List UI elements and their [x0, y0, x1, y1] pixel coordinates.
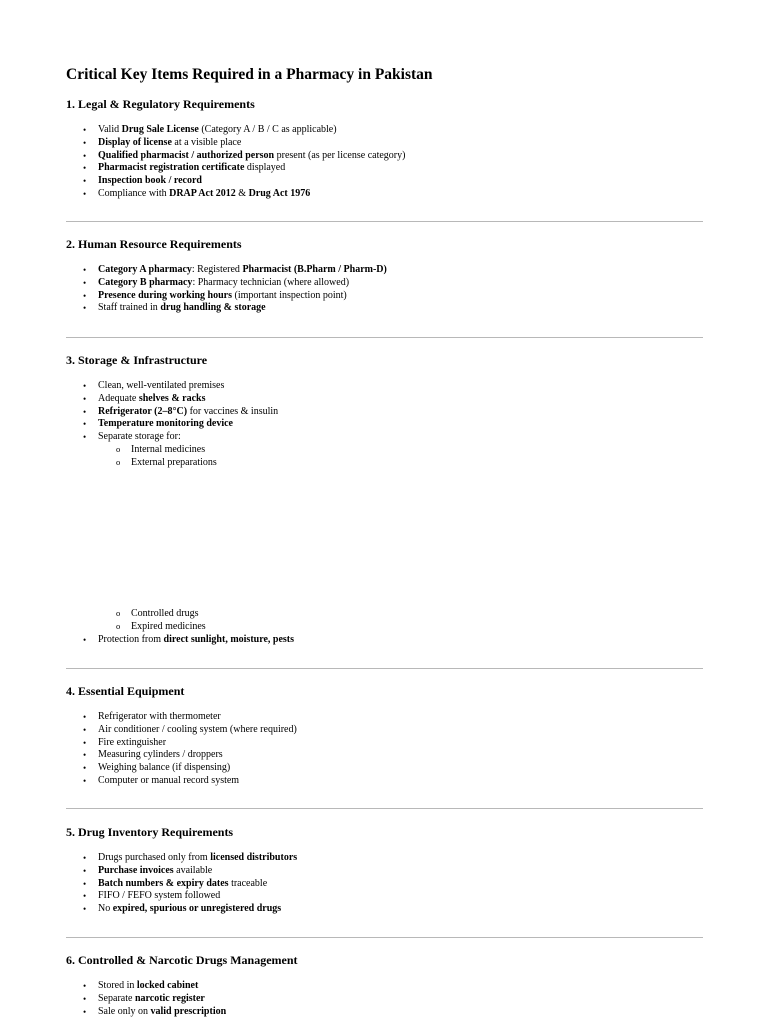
circle-bullet-icon: o — [116, 443, 121, 454]
bold-text: expired, spurious or unregistered drugs — [112, 903, 282, 914]
section-heading-equipment: 4. Essential Equipment — [66, 684, 185, 698]
section-heading-controlled-drugs: 6. Controlled & Narcotic Drugs Management — [66, 953, 298, 967]
list-human-resource — [66, 264, 387, 315]
list-item — [66, 775, 297, 788]
bullet-icon: • — [83, 891, 87, 902]
list-item — [66, 264, 387, 277]
bold-text: narcotic register — [134, 992, 205, 1004]
bold-text: shelves & racks — [138, 392, 206, 404]
bullet-icon: • — [83, 381, 87, 391]
bullet-icon: • — [83, 993, 87, 1004]
sub-list-item — [66, 457, 278, 470]
bullet-icon: • — [83, 393, 87, 404]
text: : Pharmacy technician (where allowed) — [192, 276, 350, 288]
bullet-icon: • — [83, 265, 87, 275]
bullet-icon: • — [83, 1006, 87, 1017]
bullet-icon: • — [83, 737, 87, 748]
list-item — [66, 1006, 226, 1019]
list-item — [66, 418, 278, 431]
list-item — [66, 302, 387, 315]
divider — [66, 221, 703, 222]
text: Expired medicines — [131, 620, 206, 632]
list-item — [66, 380, 278, 393]
bullet-icon: • — [83, 853, 87, 863]
bold-text: licensed distributors — [210, 852, 298, 863]
text: Computer or manual record system — [98, 774, 240, 786]
bold-text: Category B pharmacy — [98, 276, 193, 288]
text: (important inspection point) — [232, 289, 347, 301]
text: Compliance with — [98, 187, 170, 199]
divider — [66, 937, 703, 938]
section-heading-storage: 3. Storage & Infrastructure — [66, 353, 208, 367]
list-storage — [66, 380, 278, 469]
circle-bullet-icon: o — [116, 456, 121, 467]
text: Fire extinguisher — [98, 736, 167, 748]
list-item — [66, 162, 405, 175]
bold-text: Drug Act 1976 — [248, 187, 311, 199]
bullet-icon: • — [83, 750, 87, 761]
text: present (as per license category) — [274, 149, 406, 161]
text: Drugs purchased only from — [98, 852, 211, 863]
bold-text: direct sunlight, moisture, pests — [163, 633, 295, 645]
sub-list-item — [66, 444, 278, 457]
list-item — [66, 993, 226, 1006]
text: Internal medicines — [131, 443, 206, 455]
list-item — [66, 175, 405, 188]
bullet-icon: • — [83, 878, 87, 889]
text: traceable — [228, 877, 268, 889]
list-legal — [66, 124, 405, 201]
bold-text: Display of license — [98, 136, 172, 148]
bullet-icon: • — [83, 865, 87, 876]
list-item — [66, 277, 387, 290]
text: for vaccines & insulin — [187, 405, 279, 417]
bold-text: Presence during working hours — [98, 289, 232, 301]
sub-list-item — [66, 621, 294, 634]
list-item — [66, 711, 297, 724]
list-item — [66, 980, 226, 993]
list-item — [66, 749, 297, 762]
list-item — [66, 878, 297, 891]
bold-text: Inspection book / record — [98, 175, 202, 186]
text: Adequate — [98, 392, 139, 404]
list-item — [66, 431, 278, 444]
bullet-icon: • — [83, 981, 87, 991]
bullet-icon: • — [83, 188, 87, 199]
bullet-icon: • — [83, 290, 87, 301]
document-title: Critical Key Items Required in a Pharmacy in Pakistan — [66, 66, 433, 83]
bold-text: Qualified pharmacist / authorized person — [98, 149, 275, 161]
text: & — [235, 187, 249, 199]
list-item — [66, 188, 405, 201]
bold-text: Category A pharmacy — [98, 264, 192, 275]
bold-text: Temperature monitoring device — [98, 418, 233, 430]
list-item — [66, 762, 297, 775]
text: displayed — [244, 162, 286, 174]
list-item — [66, 290, 387, 303]
list-item — [66, 852, 297, 865]
list-storage-continued — [66, 608, 294, 646]
section-heading-inventory: 5. Drug Inventory Requirements — [66, 825, 234, 839]
text: Separate — [98, 992, 135, 1004]
sub-list-item — [66, 608, 294, 621]
divider — [66, 808, 703, 809]
list-item — [66, 393, 278, 406]
text: Measuring cylinders / droppers — [98, 749, 223, 761]
list-equipment — [66, 711, 297, 788]
bullet-icon: • — [83, 176, 87, 186]
list-item — [66, 124, 405, 137]
text: FIFO / FEFO system followed — [98, 890, 221, 902]
text: Controlled drugs — [131, 608, 199, 619]
list-item — [66, 150, 405, 163]
bold-text: valid prescription — [150, 1005, 227, 1017]
bold-text: locked cabinet — [136, 980, 199, 991]
list-item — [66, 724, 297, 737]
list-item — [66, 406, 278, 419]
text: Weighing balance (if dispensing) — [98, 762, 231, 773]
text: Refrigerator with thermometer — [98, 711, 221, 722]
divider — [66, 668, 703, 669]
bullet-icon: • — [83, 303, 87, 314]
bullet-icon: • — [83, 763, 87, 773]
divider — [66, 337, 703, 338]
bullet-icon: • — [83, 277, 87, 288]
text: No — [98, 903, 113, 914]
bullet-icon: • — [83, 904, 87, 914]
circle-bullet-icon: o — [116, 620, 121, 631]
text: (Category A / B / C as applicable) — [198, 124, 337, 135]
list-item — [66, 737, 297, 750]
bullet-icon: • — [83, 712, 87, 722]
bold-text: Batch numbers & expiry dates — [98, 877, 229, 889]
text: Protection from — [98, 633, 164, 645]
section-heading-legal: 1. Legal & Regulatory Requirements — [66, 97, 255, 111]
list-inventory — [66, 852, 297, 916]
list-item — [66, 634, 294, 647]
bullet-icon: • — [83, 419, 87, 430]
bold-text: DRAP Act 2012 — [169, 187, 236, 199]
bullet-icon: • — [83, 125, 87, 135]
text: Valid — [98, 124, 122, 135]
list-item — [66, 903, 297, 916]
text: External preparations — [131, 456, 217, 468]
section-heading-human-resource: 2. Human Resource Requirements — [66, 237, 242, 251]
text: Air conditioner / cooling system (where required) — [98, 723, 297, 735]
list-controlled-drugs — [66, 980, 226, 1018]
list-item — [66, 137, 405, 150]
bullet-icon: • — [83, 163, 87, 174]
text: at a visible place — [171, 136, 242, 148]
text: : Registered — [191, 264, 243, 275]
circle-bullet-icon: o — [116, 608, 121, 618]
list-item — [66, 865, 297, 878]
text: Stored in — [98, 980, 137, 991]
bold-text: Purchase invoices — [98, 864, 174, 876]
text: available — [173, 864, 213, 876]
bullet-icon: • — [83, 724, 87, 735]
list-item — [66, 890, 297, 903]
bullet-icon: • — [83, 150, 87, 161]
text: Sale only on — [98, 1005, 151, 1017]
bold-text: Refrigerator (2–8°C) — [98, 405, 188, 417]
text: Separate storage for: — [98, 431, 181, 442]
bullet-icon: • — [83, 775, 87, 786]
text: Clean, well-ventilated premises — [98, 380, 225, 391]
bullet-icon: • — [83, 634, 87, 645]
bold-text: Pharmacist (B.Pharm / Pharm-D) — [242, 264, 387, 275]
bullet-icon: • — [83, 432, 87, 442]
bold-text: Pharmacist registration certificate — [98, 162, 245, 174]
bold-text: drug handling & storage — [160, 302, 266, 314]
bullet-icon: • — [83, 406, 87, 417]
text: Staff trained in — [98, 302, 161, 314]
bullet-icon: • — [83, 137, 87, 148]
bold-text: Drug Sale License — [121, 124, 199, 135]
